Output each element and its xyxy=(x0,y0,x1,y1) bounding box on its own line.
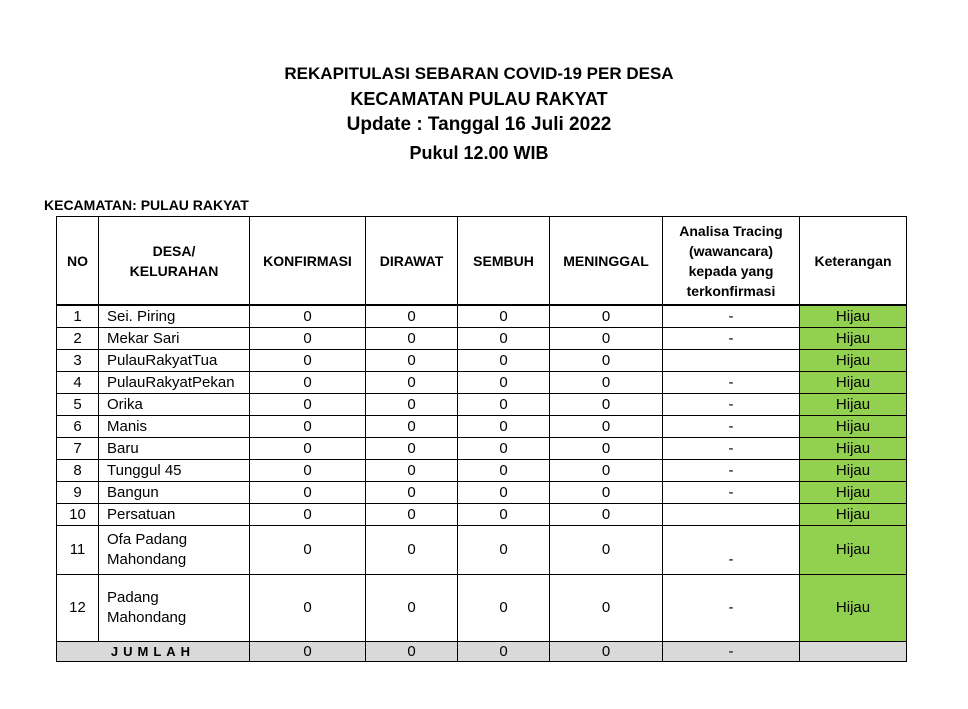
cell-sembuh: 0 xyxy=(458,394,550,416)
cell-sembuh: 0 xyxy=(458,328,550,350)
cell-tracing: - xyxy=(663,328,800,350)
cell-konfirmasi: 0 xyxy=(250,350,366,372)
cell-meninggal: 0 xyxy=(550,438,663,460)
cell-konfirmasi: 0 xyxy=(250,526,366,575)
cell-no: 11 xyxy=(57,526,99,575)
cell-konfirmasi: 0 xyxy=(250,416,366,438)
total-meninggal: 0 xyxy=(550,642,663,662)
cell-keterangan: Hijau xyxy=(800,460,907,482)
cell-desa: Orika xyxy=(99,394,250,416)
col-header-keterangan: Keterangan xyxy=(800,217,907,306)
cell-dirawat: 0 xyxy=(366,575,458,642)
cell-meninggal: 0 xyxy=(550,305,663,328)
cell-dirawat: 0 xyxy=(366,372,458,394)
total-tracing: - xyxy=(663,642,800,662)
cell-desa: Manis xyxy=(99,416,250,438)
cell-meninggal: 0 xyxy=(550,394,663,416)
kecamatan-label: KECAMATAN: PULAU RAKYAT xyxy=(44,197,249,213)
cell-dirawat: 0 xyxy=(366,526,458,575)
col-header-tracing xyxy=(663,217,800,306)
cell-dirawat: 0 xyxy=(366,482,458,504)
cell-desa: Tunggul 45 xyxy=(99,460,250,482)
table-row xyxy=(57,394,907,416)
cell-dirawat: 0 xyxy=(366,438,458,460)
cell-desa-line2: Mahondang xyxy=(107,551,187,568)
col-header-tracing-line1: Analisa Tracing xyxy=(679,222,783,239)
cell-meninggal: 0 xyxy=(550,350,663,372)
cell-tracing: - xyxy=(663,482,800,504)
table-row xyxy=(57,372,907,394)
cell-no: 2 xyxy=(57,328,99,350)
cell-konfirmasi: 0 xyxy=(250,460,366,482)
cell-tracing xyxy=(663,504,800,526)
cell-meninggal: 0 xyxy=(550,526,663,575)
cell-keterangan: Hijau xyxy=(800,438,907,460)
report-title: REKAPITULASI SEBARAN COVID-19 PER DESA xyxy=(284,64,674,83)
cell-no: 9 xyxy=(57,482,99,504)
table-row xyxy=(57,305,907,328)
cell-desa xyxy=(99,575,250,642)
total-keterangan xyxy=(800,642,907,662)
col-header-sembuh: SEMBUH xyxy=(458,217,550,306)
recap-table xyxy=(56,216,907,662)
cell-meninggal: 0 xyxy=(550,328,663,350)
cell-dirawat: 0 xyxy=(366,394,458,416)
cell-sembuh: 0 xyxy=(458,504,550,526)
table-row xyxy=(57,504,907,526)
cell-desa: PulauRakyatPekan xyxy=(99,372,250,394)
cell-tracing: - xyxy=(663,438,800,460)
table-row xyxy=(57,328,907,350)
cell-no: 12 xyxy=(57,575,99,642)
cell-desa: Persatuan xyxy=(99,504,250,526)
cell-no: 3 xyxy=(57,350,99,372)
col-header-tracing-line4: terkonfirmasi xyxy=(686,282,776,299)
cell-sembuh: 0 xyxy=(458,305,550,328)
cell-sembuh: 0 xyxy=(458,526,550,575)
report-subtitle: KECAMATAN PULAU RAKYAT xyxy=(350,89,608,109)
cell-desa: PulauRakyatTua xyxy=(99,350,250,372)
table-row xyxy=(57,482,907,504)
cell-sembuh: 0 xyxy=(458,416,550,438)
total-dirawat: 0 xyxy=(366,642,458,662)
total-row xyxy=(57,642,907,662)
cell-keterangan: Hijau xyxy=(800,372,907,394)
cell-desa: Sei. Piring xyxy=(99,305,250,328)
update-date: Update : Tanggal 16 Juli 2022 xyxy=(346,114,612,135)
cell-no: 8 xyxy=(57,460,99,482)
cell-meninggal: 0 xyxy=(550,416,663,438)
cell-konfirmasi: 0 xyxy=(250,575,366,642)
cell-tracing: - xyxy=(663,372,800,394)
cell-no: 7 xyxy=(57,438,99,460)
cell-desa: Baru xyxy=(99,438,250,460)
report-header xyxy=(0,62,968,168)
table-row xyxy=(57,460,907,482)
cell-tracing: - xyxy=(663,575,800,642)
cell-meninggal: 0 xyxy=(550,372,663,394)
col-header-dirawat: DIRAWAT xyxy=(366,217,458,306)
col-header-meninggal: MENINGGAL xyxy=(550,217,663,306)
cell-konfirmasi: 0 xyxy=(250,372,366,394)
cell-desa: Bangun xyxy=(99,482,250,504)
cell-desa-line1: Ofa Padang xyxy=(107,531,188,548)
cell-konfirmasi: 0 xyxy=(250,438,366,460)
cell-keterangan: Hijau xyxy=(800,394,907,416)
cell-tracing xyxy=(663,350,800,372)
cell-desa xyxy=(99,526,250,575)
cell-meninggal: 0 xyxy=(550,482,663,504)
cell-keterangan: Hijau xyxy=(800,416,907,438)
cell-sembuh: 0 xyxy=(458,575,550,642)
table-row xyxy=(57,438,907,460)
col-header-konfirmasi: KONFIRMASI xyxy=(250,217,366,306)
cell-keterangan: Hijau xyxy=(800,575,907,642)
col-header-desa xyxy=(99,217,250,306)
table-header-row xyxy=(57,217,907,306)
update-time: Pukul 12.00 WIB xyxy=(409,143,549,163)
cell-meninggal: 0 xyxy=(550,575,663,642)
cell-dirawat: 0 xyxy=(366,328,458,350)
table-row xyxy=(57,416,907,438)
cell-tracing: - xyxy=(663,416,800,438)
cell-sembuh: 0 xyxy=(458,372,550,394)
table-row xyxy=(57,350,907,372)
total-konfirmasi: 0 xyxy=(250,642,366,662)
col-header-no: NO xyxy=(57,217,99,306)
cell-tracing: - xyxy=(663,394,800,416)
cell-keterangan: Hijau xyxy=(800,482,907,504)
cell-keterangan: Hijau xyxy=(800,504,907,526)
cell-keterangan: Hijau xyxy=(800,305,907,328)
col-header-desa-line1: DESA/ xyxy=(152,242,196,259)
cell-keterangan: Hijau xyxy=(800,350,907,372)
cell-no: 1 xyxy=(57,305,99,328)
cell-tracing: - xyxy=(663,460,800,482)
cell-dirawat: 0 xyxy=(366,460,458,482)
cell-meninggal: 0 xyxy=(550,460,663,482)
cell-konfirmasi: 0 xyxy=(250,504,366,526)
cell-dirawat: 0 xyxy=(366,416,458,438)
cell-sembuh: 0 xyxy=(458,438,550,460)
cell-meninggal: 0 xyxy=(550,504,663,526)
cell-no: 10 xyxy=(57,504,99,526)
table-row xyxy=(57,575,907,642)
cell-sembuh: 0 xyxy=(458,482,550,504)
cell-sembuh: 0 xyxy=(458,350,550,372)
cell-keterangan: Hijau xyxy=(800,526,907,575)
total-sembuh: 0 xyxy=(458,642,550,662)
cell-tracing: - xyxy=(663,305,800,328)
cell-keterangan: Hijau xyxy=(800,328,907,350)
cell-tracing: - xyxy=(663,526,800,575)
cell-konfirmasi: 0 xyxy=(250,305,366,328)
cell-desa-line1: Padang xyxy=(107,589,159,606)
total-label: JUMLAH xyxy=(57,642,250,662)
cell-konfirmasi: 0 xyxy=(250,328,366,350)
cell-desa-line2: Mahondang xyxy=(107,609,187,626)
cell-konfirmasi: 0 xyxy=(250,394,366,416)
col-header-desa-line2: KELURAHAN xyxy=(129,262,219,279)
cell-no: 6 xyxy=(57,416,99,438)
cell-dirawat: 0 xyxy=(366,504,458,526)
cell-no: 4 xyxy=(57,372,99,394)
cell-dirawat: 0 xyxy=(366,350,458,372)
col-header-tracing-line2: (wawancara) xyxy=(688,242,774,259)
cell-konfirmasi: 0 xyxy=(250,482,366,504)
cell-no: 5 xyxy=(57,394,99,416)
col-header-tracing-line3: kepada yang xyxy=(688,262,774,279)
cell-sembuh: 0 xyxy=(458,460,550,482)
table-row xyxy=(57,526,907,575)
cell-desa: Mekar Sari xyxy=(99,328,250,350)
cell-dirawat: 0 xyxy=(366,305,458,328)
